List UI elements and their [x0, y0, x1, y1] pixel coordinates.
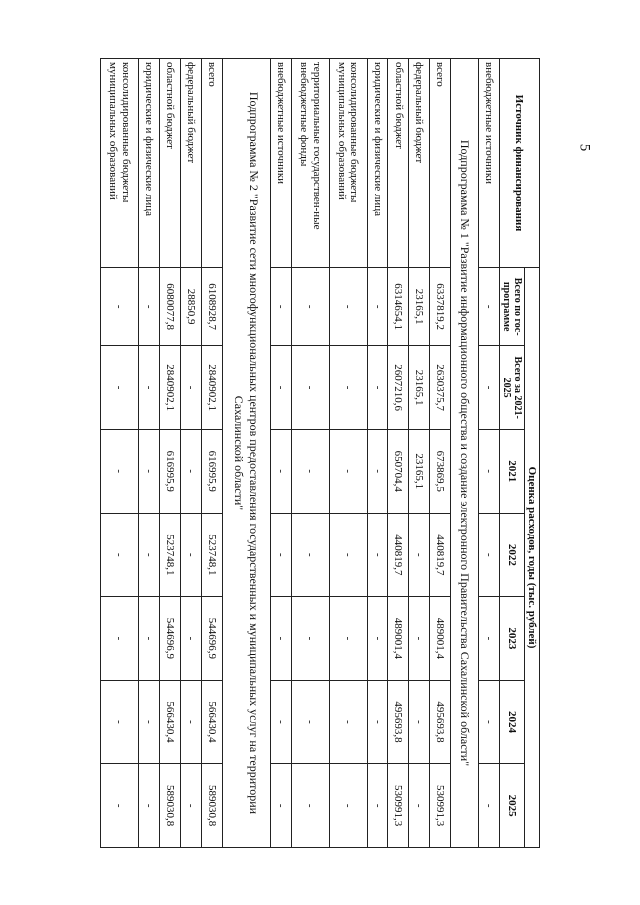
- table-row: [201, 59, 222, 848]
- cell: -: [101, 346, 139, 430]
- table-row: [138, 59, 159, 848]
- subprogram-title-row: [222, 59, 271, 848]
- cell: -: [138, 680, 159, 764]
- cell: -: [479, 267, 500, 345]
- cell: -: [409, 513, 430, 597]
- cell: -: [479, 680, 500, 764]
- cell: 566430,4: [201, 680, 222, 764]
- cell: -: [101, 764, 139, 848]
- year-header: 2025: [500, 764, 525, 848]
- row-label: всего: [430, 59, 451, 268]
- year-header: 2022: [500, 513, 525, 597]
- cell: -: [271, 267, 292, 345]
- cell: 650704,4: [388, 429, 409, 513]
- cell: -: [329, 597, 367, 681]
- table-row: [159, 59, 180, 848]
- year-header: 2024: [500, 680, 525, 764]
- cell: -: [292, 680, 330, 764]
- cell: -: [101, 597, 139, 681]
- cell: -: [292, 429, 330, 513]
- cell: -: [271, 764, 292, 848]
- cell: 530991,3: [388, 764, 409, 848]
- cell: 28850,9: [180, 267, 201, 345]
- cell: -: [479, 429, 500, 513]
- cell: 2840902,1: [201, 346, 222, 430]
- table-row: [409, 59, 430, 848]
- row-label: федеральный бюджет: [180, 59, 201, 268]
- cell: 589030,8: [201, 764, 222, 848]
- cell: -: [271, 346, 292, 430]
- row-label: федеральный бюджет: [409, 59, 430, 268]
- row-label: территориальные государствен-ные внебюджетные фонды: [292, 59, 330, 268]
- cell: -: [138, 597, 159, 681]
- cell: -: [180, 764, 201, 848]
- cell: -: [292, 267, 330, 345]
- cell: -: [180, 597, 201, 681]
- cell: -: [409, 597, 430, 681]
- subprogram-title-row: [451, 59, 479, 848]
- cell: 2630375,7: [430, 346, 451, 430]
- cell: -: [367, 346, 388, 430]
- row-label: внебюджетные источники: [479, 59, 500, 268]
- cell: 489001,4: [430, 597, 451, 681]
- cell: 566430,4: [159, 680, 180, 764]
- cell: -: [292, 764, 330, 848]
- subprogram-2-title: Подпрограмма № 2 "Развитие сети многофункциональных центров предоставления государственных и муниципальных услуг на территории Сахалинской области": [222, 59, 271, 848]
- cell: -: [101, 680, 139, 764]
- table-row: [367, 59, 388, 848]
- cell: -: [292, 513, 330, 597]
- cell: 523748,1: [159, 513, 180, 597]
- cell: -: [180, 680, 201, 764]
- cell: 6337819,2: [430, 267, 451, 345]
- cell: -: [138, 764, 159, 848]
- cell: 440819,7: [430, 513, 451, 597]
- cell: 440819,7: [388, 513, 409, 597]
- table-row: [430, 59, 451, 848]
- cell: -: [271, 429, 292, 513]
- table-row: [479, 59, 500, 848]
- total-program-header: Всего по гос-программе: [500, 267, 525, 345]
- financing-table: [100, 58, 540, 848]
- table-row: [292, 59, 330, 848]
- cell: -: [479, 597, 500, 681]
- cell: 6108928,7: [201, 267, 222, 345]
- cell: -: [271, 513, 292, 597]
- cell: 544696,9: [159, 597, 180, 681]
- cell: -: [479, 764, 500, 848]
- cell: -: [180, 429, 201, 513]
- cell: -: [292, 597, 330, 681]
- row-label: юридические и физические лица: [367, 59, 388, 268]
- cell: 2840902,1: [159, 346, 180, 430]
- cell: 23165,1: [409, 346, 430, 430]
- cell: -: [329, 513, 367, 597]
- table-row: [388, 59, 409, 848]
- cell: 523748,1: [201, 513, 222, 597]
- cell: -: [138, 429, 159, 513]
- cell: -: [329, 764, 367, 848]
- cell: -: [271, 680, 292, 764]
- cell: 589030,8: [159, 764, 180, 848]
- cell: -: [138, 346, 159, 430]
- cell: 6080077,8: [159, 267, 180, 345]
- cell: 23165,1: [409, 267, 430, 345]
- row-label: всего: [201, 59, 222, 268]
- cell: -: [367, 267, 388, 345]
- cell: -: [101, 267, 139, 345]
- row-label: консолидированные бюджеты муниципальных образований: [101, 59, 139, 268]
- year-header: 2021: [500, 429, 525, 513]
- source-header: Источник финансирования: [500, 59, 540, 268]
- page-number: 5: [576, 143, 593, 152]
- estimate-header: Оценка расходов, годы (тыс. рублей): [525, 267, 540, 847]
- cell: -: [367, 513, 388, 597]
- cell: -: [138, 513, 159, 597]
- cell: -: [101, 429, 139, 513]
- table-row: [271, 59, 292, 848]
- cell: -: [271, 597, 292, 681]
- cell: -: [329, 429, 367, 513]
- subprogram-1-title: Подпрограмма № 1 "Развитие информационного общества и создание электронного Правительства Сахалинской области": [451, 59, 479, 848]
- cell: 673869,5: [430, 429, 451, 513]
- cell: -: [409, 764, 430, 848]
- cell: -: [292, 346, 330, 430]
- cell: -: [101, 513, 139, 597]
- row-label: юридические и физические лица: [138, 59, 159, 268]
- cell: -: [180, 513, 201, 597]
- cell: 530991,3: [430, 764, 451, 848]
- cell: -: [180, 346, 201, 430]
- total-range-header: Всего за 2021-2025: [500, 346, 525, 430]
- cell: 6314654,1: [388, 267, 409, 345]
- cell: -: [367, 429, 388, 513]
- cell: -: [329, 346, 367, 430]
- rotated-table-container: [100, 58, 540, 848]
- row-label: консолидированные бюджеты муниципальных образований: [329, 59, 367, 268]
- cell: 544696,9: [201, 597, 222, 681]
- cell: -: [367, 597, 388, 681]
- row-label: областной бюджет: [159, 59, 180, 268]
- cell: -: [479, 346, 500, 430]
- cell: -: [138, 267, 159, 345]
- cell: -: [409, 680, 430, 764]
- year-header: 2023: [500, 597, 525, 681]
- header-row-1: [525, 59, 540, 848]
- table-row: [329, 59, 367, 848]
- cell: -: [329, 267, 367, 345]
- row-label: областной бюджет: [388, 59, 409, 268]
- cell: -: [367, 680, 388, 764]
- cell: 495693,8: [430, 680, 451, 764]
- cell: 495693,8: [388, 680, 409, 764]
- cell: 489001,4: [388, 597, 409, 681]
- cell: 23165,1: [409, 429, 430, 513]
- cell: -: [479, 513, 500, 597]
- row-label: внебюджетные источники: [271, 59, 292, 268]
- cell: 616995,9: [159, 429, 180, 513]
- table-row: [180, 59, 201, 848]
- cell: -: [329, 680, 367, 764]
- cell: 616995,9: [201, 429, 222, 513]
- cell: -: [367, 764, 388, 848]
- cell: 2607210,6: [388, 346, 409, 430]
- table-row: [101, 59, 139, 848]
